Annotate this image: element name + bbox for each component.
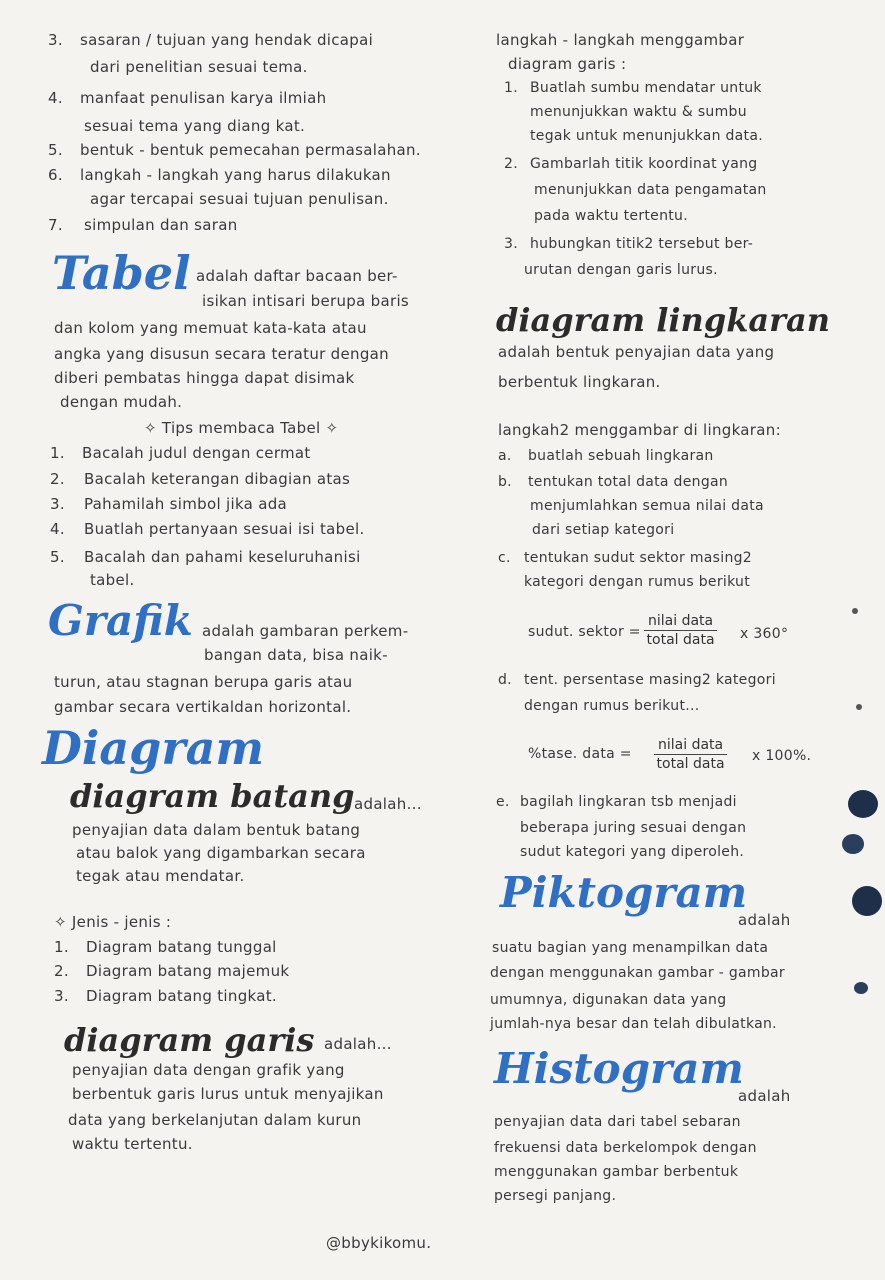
step-num: e.: [496, 794, 510, 810]
step-item: pada waktu tertentu.: [534, 208, 688, 224]
formula-lhs: %tase. data =: [528, 746, 632, 762]
formula-denominator: total data: [656, 756, 725, 772]
lingkaran-line: berbentuk lingkaran.: [498, 373, 661, 391]
grafik-line: gambar secara vertikaldan horizontal.: [54, 698, 352, 716]
step-item: hubungkan titik2 tersebut ber-: [530, 236, 754, 252]
step-item: tentukan total data dengan: [528, 474, 729, 490]
tips-item: Bacalah dan pahami keseluruhanisi: [84, 548, 361, 566]
tips-num: 3.: [50, 495, 65, 513]
garis-line: berbentuk garis lurus untuk menyajikan: [72, 1085, 384, 1103]
piktogram-line: suatu bagian yang menampilkan data: [492, 940, 769, 956]
tips-item: Bacalah judul dengan cermat: [82, 444, 311, 462]
right-top-line: langkah - langkah menggambar: [496, 31, 745, 49]
grafik-line: bangan data, bisa naik-: [204, 646, 388, 664]
piktogram-adalah: adalah: [738, 911, 791, 929]
histogram-heading: Histogram: [494, 1044, 744, 1093]
tips-num: 2.: [50, 470, 65, 488]
list-num: 7.: [48, 216, 63, 234]
histogram-adalah: adalah: [738, 1087, 791, 1105]
lingkaran-heading: diagram lingkaran: [496, 301, 830, 339]
ink-dot: [852, 608, 858, 614]
list-num: 3.: [48, 31, 63, 49]
batang-line: penyajian data dalam bentuk batang: [72, 821, 361, 839]
tabel-line: angka yang disusun secara teratur dengan: [54, 345, 389, 363]
tabel-line: dan kolom yang memuat kata-kata atau: [54, 319, 367, 337]
tabel-line: dengan mudah.: [60, 393, 183, 411]
signature: @bbykikomu.: [326, 1234, 432, 1252]
garis-line: data yang berkelanjutan dalam kurun: [68, 1111, 362, 1129]
ink-blot: [854, 982, 868, 994]
tips-item: tabel.: [90, 571, 135, 589]
tabel-heading: Tabel: [52, 246, 191, 300]
step-item: sudut kategori yang diperoleh.: [520, 844, 745, 860]
list-item: dari penelitian sesuai tema.: [90, 58, 308, 76]
piktogram-heading: Piktogram: [500, 868, 748, 917]
garis-line: waktu tertentu.: [72, 1135, 193, 1153]
jenis-item: Diagram batang tunggal: [86, 938, 277, 956]
piktogram-line: umumnya, digunakan data yang: [490, 992, 727, 1008]
list-num: 4.: [48, 89, 63, 107]
step-item: menjumlahkan semua nilai data: [530, 498, 764, 514]
tips-item: Pahamilah simbol jika ada: [84, 495, 288, 513]
step-item: Gambarlah titik koordinat yang: [530, 156, 758, 172]
jenis-num: 2.: [54, 962, 69, 980]
tips-num: 5.: [50, 548, 65, 566]
formula-lhs: sudut. sektor =: [528, 624, 641, 640]
diagram-garis-heading: diagram garis: [64, 1021, 315, 1059]
list-item: sesuai tema yang diang kat.: [84, 117, 306, 135]
list-item: manfaat penulisan karya ilmiah: [80, 89, 327, 107]
tabel-line: diberi pembatas hingga dapat disimak: [54, 369, 355, 387]
grafik-heading: Grafik: [48, 596, 193, 645]
diagram-batang-heading: diagram batang: [70, 777, 355, 815]
garis-adalah: adalah...: [324, 1035, 392, 1053]
batang-line: tegak atau mendatar.: [76, 867, 245, 885]
step-num: 1.: [504, 80, 518, 96]
grafik-line: turun, atau stagnan berupa garis atau: [54, 673, 353, 691]
list-item: agar tercapai sesuai tujuan penulisan.: [90, 190, 389, 208]
list-item: langkah - langkah yang harus dilakukan: [80, 166, 391, 184]
jenis-item: Diagram batang majemuk: [86, 962, 290, 980]
list-item: bentuk - bentuk pemecahan permasalahan.: [80, 141, 421, 159]
step-item: beberapa juring sesuai dengan: [520, 820, 747, 836]
tabel-line: adalah daftar bacaan ber-: [196, 267, 398, 285]
list-num: 6.: [48, 166, 63, 184]
step-item: tent. persentase masing2 kategori: [524, 672, 776, 688]
step-num: a.: [498, 448, 512, 464]
histogram-line: frekuensi data berkelompok dengan: [494, 1140, 757, 1156]
formula-denominator: total data: [646, 632, 715, 648]
diagram-heading: Diagram: [42, 721, 265, 775]
step-item: Buatlah sumbu mendatar untuk: [530, 80, 762, 96]
formula-fraction: [644, 612, 717, 649]
formula-numerator: nilai data: [644, 612, 717, 631]
list-num: 5.: [48, 141, 63, 159]
jenis-title: ✧ Jenis - jenis :: [54, 913, 172, 931]
ink-dot: [856, 704, 862, 710]
step-item: menunjukkan data pengamatan: [534, 182, 767, 198]
tips-item: Buatlah pertanyaan sesuai isi tabel.: [84, 520, 365, 538]
step-item: menunjukkan waktu & sumbu: [530, 104, 747, 120]
garis-line: penyajian data dengan grafik yang: [72, 1061, 345, 1079]
step-num: c.: [498, 550, 511, 566]
histogram-line: penyajian data dari tabel sebaran: [494, 1114, 741, 1130]
formula-rhs: x 360°: [740, 626, 789, 642]
step-num: b.: [498, 474, 512, 490]
batang-line: atau balok yang digambarkan secara: [76, 844, 366, 862]
piktogram-line: jumlah-nya besar dan telah dibulatkan.: [490, 1016, 777, 1032]
right-top-line: diagram garis :: [508, 55, 627, 73]
tabel-line: isikan intisari berupa baris: [202, 292, 410, 310]
ink-blot: [848, 790, 878, 818]
step-item: bagilah lingkaran tsb menjadi: [520, 794, 737, 810]
ink-blot: [842, 834, 864, 854]
tips-item: Bacalah keterangan dibagian atas: [84, 470, 351, 488]
histogram-line: menggunakan gambar berbentuk: [494, 1164, 739, 1180]
list-item: sasaran / tujuan yang hendak dicapai: [80, 31, 374, 49]
step-num: 3.: [504, 236, 518, 252]
tips-num: 4.: [50, 520, 65, 538]
ink-blot: [852, 886, 882, 916]
formula-numerator: nilai data: [654, 736, 727, 755]
jenis-num: 1.: [54, 938, 69, 956]
grafik-line: adalah gambaran perkem-: [202, 622, 409, 640]
tips-title: ✧ Tips membaca Tabel ✧: [144, 419, 339, 437]
lingkaran-line: adalah bentuk penyajian data yang: [498, 343, 775, 361]
formula-fraction: [654, 736, 727, 773]
step-item: urutan dengan garis lurus.: [524, 262, 718, 278]
step-item: tentukan sudut sektor masing2: [524, 550, 753, 566]
step-item: dengan rumus berikut...: [524, 698, 700, 714]
step-item: tegak untuk menunjukkan data.: [530, 128, 763, 144]
batang-adalah: adalah...: [354, 795, 422, 813]
jenis-num: 3.: [54, 987, 69, 1005]
step-item: buatlah sebuah lingkaran: [528, 448, 714, 464]
step-num: 2.: [504, 156, 518, 172]
formula-rhs: x 100%.: [752, 748, 812, 764]
piktogram-line: dengan menggunakan gambar - gambar: [490, 965, 785, 981]
jenis-item: Diagram batang tingkat.: [86, 987, 277, 1005]
step-item: kategori dengan rumus berikut: [524, 574, 751, 590]
step-num: d.: [498, 672, 512, 688]
langkah-title: langkah2 menggambar di lingkaran:: [498, 421, 781, 439]
list-item: simpulan dan saran: [84, 216, 238, 234]
tips-num: 1.: [50, 444, 65, 462]
histogram-line: persegi panjang.: [494, 1188, 617, 1204]
step-item: dari setiap kategori: [532, 522, 675, 538]
